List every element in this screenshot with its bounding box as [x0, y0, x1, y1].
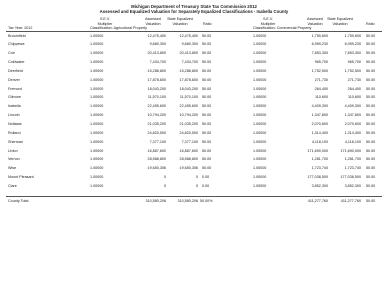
row-c-assessed: 110,600: [314, 95, 328, 100]
row-a-assessed: 24,820,500: [147, 130, 166, 135]
row-c-mult: 1.00000: [253, 95, 267, 100]
total-a-assessed: 310,580,206: [145, 198, 166, 203]
row-c-assessed: 1,314,400: [311, 130, 328, 135]
row-c-mult: 1.00000: [253, 148, 267, 153]
row-township-name: Wise: [8, 166, 17, 171]
row-c-assessed: 4,409,300: [311, 104, 328, 109]
row-a-ratio: 50.00: [202, 68, 212, 73]
row-c-ratio: 50.00: [366, 122, 376, 126]
row-township-name: Denver: [8, 77, 20, 82]
row-township-name: Mount Pleasant: [8, 175, 34, 180]
row-c-se: 1,723,740: [344, 166, 361, 171]
row-c-assessed: 271,730: [314, 77, 328, 82]
row-a-se: 9,680,300: [181, 42, 198, 47]
row-c-ratio: 50.00: [366, 183, 376, 188]
row-a-assessed: 9,680,300: [149, 42, 166, 47]
row-township-name: Coldwater: [8, 60, 25, 65]
row-a-mult: 1.00000: [90, 157, 104, 162]
row-c-se: 6,959,230: [344, 42, 361, 47]
com-ratio-header: Ratio: [366, 21, 375, 26]
total-rule: [6, 196, 382, 197]
com-state-equalized-valuation-header: Valuation: [332, 21, 348, 26]
row-c-se: 4,118,100: [344, 139, 361, 144]
row-a-assessed: 11,570,100: [147, 95, 166, 100]
row-township-name: Sherman: [8, 139, 23, 144]
row-c-mult: 1.00000: [253, 157, 267, 162]
row-a-se: 21,035,200: [179, 122, 198, 126]
row-township-name: Deerfield: [8, 68, 23, 73]
row-c-ratio: 50.00: [366, 42, 376, 47]
row-c-mult: 1.00000: [253, 77, 267, 82]
row-c-se: 1,314,400: [344, 130, 361, 135]
row-c-se: 4,409,300: [344, 104, 361, 109]
row-township-name: Chippewa: [8, 42, 25, 47]
row-a-assessed: 15,288,800: [147, 68, 166, 73]
row-c-mult: 1.00000: [253, 166, 267, 171]
row-township-name: Fremont: [8, 86, 22, 91]
row-a-assessed: 18,043,200: [147, 86, 166, 91]
row-c-mult: 1.00000: [253, 33, 267, 38]
row-c-assessed: 3,852,300: [311, 183, 328, 188]
row-c-ratio: 50.00: [366, 86, 376, 91]
row-c-assessed: 1,347,800: [311, 113, 328, 118]
row-a-ratio: 50.00: [202, 42, 212, 47]
row-a-mult: 1.00000: [90, 130, 104, 135]
row-c-ratio: 50.00: [366, 104, 376, 109]
row-township-name: Vernon: [8, 157, 20, 162]
row-a-assessed: 7,434,700: [149, 60, 166, 65]
row-c-assessed: 4,118,100: [311, 139, 328, 144]
total-a-ratio: 50.00%: [200, 198, 213, 203]
row-a-assessed: 20,413,800: [147, 51, 166, 56]
row-a-assessed: 21,035,200: [147, 122, 166, 126]
row-a-se: 10,794,200: [179, 113, 198, 118]
row-a-mult: 1.00000: [90, 42, 104, 47]
row-c-ratio: 50.00: [366, 77, 376, 82]
row-a-mult: 1.00000: [90, 183, 104, 188]
ag-assessed-valuation-header: Valuation: [145, 21, 161, 26]
row-c-mult: 1.00000: [253, 139, 267, 144]
row-a-ratio: 50.00: [202, 148, 212, 153]
row-a-se: 12,475,400: [179, 33, 198, 38]
row-township-name: Broomfield: [8, 33, 26, 38]
row-a-se: 0: [195, 183, 198, 188]
row-township-name: Lincoln: [8, 113, 20, 118]
row-a-mult: 1.00000: [90, 33, 104, 38]
total-a-se: 310,580,206: [177, 198, 198, 203]
row-a-ratio: 50.00: [202, 95, 212, 100]
row-c-mult: 1.00000: [253, 122, 267, 126]
row-township-name: Clare: [8, 183, 17, 188]
row-a-mult: 1.00000: [90, 166, 104, 171]
row-a-ratio: 0.00: [202, 175, 210, 180]
row-c-assessed: 1,759,600: [311, 33, 328, 38]
row-c-assessed: 1,752,500: [311, 68, 328, 73]
row-a-assessed: 17,878,600: [147, 77, 166, 82]
row-a-mult: 1.00000: [90, 77, 104, 82]
row-a-mult: 1.00000: [90, 122, 104, 126]
row-c-mult: 1.00000: [253, 104, 267, 109]
row-a-ratio: 50.00: [202, 139, 212, 144]
row-a-se: 18,043,200: [179, 86, 198, 91]
com-state-equalized-header: State Equalized: [327, 17, 353, 21]
row-township-name: Coe: [8, 51, 15, 56]
row-a-se: 19,650,306: [179, 166, 198, 171]
row-c-se: 110,600: [347, 95, 361, 100]
header-rule: [6, 31, 382, 32]
row-c-se: 1,347,800: [344, 113, 361, 118]
row-a-assessed: 7,377,100: [149, 139, 166, 144]
row-c-ratio: 50.00: [366, 113, 376, 118]
row-c-mult: 1.00000: [253, 86, 267, 91]
row-c-ratio: 50.00: [366, 130, 376, 135]
row-township-name: Gilmore: [8, 95, 21, 100]
row-c-mult: 1.00000: [253, 68, 267, 73]
row-a-se: 28,588,800: [179, 157, 198, 162]
tax-year: Tax Year: 2012: [8, 26, 33, 30]
report-subtitle: Assessed and Equalized Valuation for Separately Equalized Classifications - Isabella County: [99, 9, 289, 15]
row-c-se: 171,690,000: [340, 148, 361, 153]
row-a-ratio: 50.00: [202, 104, 212, 109]
row-a-mult: 1.00000: [90, 148, 104, 153]
row-a-mult: 1.00000: [90, 95, 104, 100]
ag-sev-header: S.E.V.: [99, 17, 111, 21]
row-c-assessed: 7,853,300: [311, 51, 328, 56]
row-a-ratio: 50.00: [202, 51, 212, 56]
row-c-ratio: 50.00: [366, 68, 376, 73]
row-a-assessed: 10,794,200: [147, 113, 166, 118]
row-a-assessed: 22,455,600: [147, 104, 166, 109]
row-c-se: 3,852,300: [344, 183, 361, 188]
row-c-assessed: 171,690,000: [307, 148, 328, 153]
row-a-se: 20,413,800: [179, 51, 198, 56]
com-assessed-header: Assessed: [307, 17, 323, 21]
row-a-se: 16,867,600: [179, 148, 198, 153]
row-a-se: 0: [195, 175, 198, 180]
row-c-ratio: 50.00: [366, 51, 376, 56]
row-c-ratio: 50.00: [366, 148, 376, 153]
row-a-assessed: 19,650,306: [147, 166, 166, 171]
row-a-se: 24,820,500: [179, 130, 198, 135]
row-a-ratio: 0.00: [202, 183, 210, 188]
ag-ratio-header: Ratio: [203, 21, 212, 26]
row-a-mult: 1.00000: [90, 86, 104, 91]
row-a-se: 22,455,600: [179, 104, 198, 109]
com-multiplier-header: Multiplier: [260, 21, 276, 26]
row-c-assessed: 2,070,600: [311, 122, 328, 126]
row-township-name: Rolland: [8, 130, 21, 135]
row-c-assessed: 1,281,700: [311, 157, 328, 162]
ag-assessed-header: Assessed: [145, 17, 161, 21]
row-a-assessed: 16,867,600: [147, 148, 166, 153]
row-a-ratio: 50.00: [202, 60, 212, 65]
row-c-mult: 1.00000: [253, 60, 267, 65]
row-c-mult: 1.00000: [253, 51, 267, 56]
row-c-mult: 1.00000: [253, 113, 267, 118]
row-a-se: 7,377,100: [181, 139, 198, 144]
row-c-se: 1,752,500: [344, 68, 361, 73]
row-a-assessed: 0: [163, 183, 166, 188]
row-c-mult: 1.00000: [253, 175, 267, 180]
com-assessed-valuation-header: Valuation: [307, 21, 323, 26]
row-a-assessed: 0: [163, 175, 166, 180]
total-c-se: 411,277,760: [340, 198, 361, 203]
com-classification: Classification: Commercial Property: [253, 26, 312, 30]
total-c-ratio: 50.00: [366, 198, 376, 203]
row-a-se: 17,878,600: [179, 77, 198, 82]
row-a-assessed: 12,475,400: [147, 33, 166, 38]
row-a-mult: 1.00000: [90, 113, 104, 118]
row-a-mult: 1.00000: [90, 104, 104, 109]
row-a-ratio: 50.00: [202, 77, 212, 82]
com-sev-header: S.E.V.: [262, 17, 274, 21]
row-c-ratio: 50.00: [366, 95, 376, 100]
row-c-se: 965,700: [347, 60, 361, 65]
row-a-se: 11,570,100: [179, 95, 198, 100]
row-a-mult: 1.00000: [90, 68, 104, 73]
row-c-assessed: 1,723,740: [311, 166, 328, 171]
row-c-se: 7,853,300: [344, 51, 361, 56]
report-title: Michigan Department of Treasury State Tax Commission 2012: [131, 4, 257, 9]
row-a-ratio: 50.00: [202, 130, 212, 135]
row-a-mult: 1.00000: [90, 175, 104, 180]
row-c-assessed: 264,400: [314, 86, 328, 91]
row-c-mult: 1.00000: [253, 183, 267, 188]
row-a-mult: 1.00000: [90, 60, 104, 65]
row-c-se: 1,281,700: [344, 157, 361, 162]
row-a-mult: 1.00000: [90, 139, 104, 144]
county-total-label: County Total: [8, 198, 29, 203]
row-a-mult: 1.00000: [90, 51, 104, 56]
row-c-ratio: 50.00: [366, 33, 376, 38]
row-a-assessed: 28,588,800: [147, 157, 166, 162]
row-c-assessed: 177,038,500: [307, 175, 328, 180]
row-a-se: 15,288,800: [179, 68, 198, 73]
row-c-assessed: 965,700: [314, 60, 328, 65]
row-township-name: Isabella: [8, 104, 21, 109]
row-c-mult: 1.00000: [253, 130, 267, 135]
row-a-ratio: 50.00: [202, 86, 212, 91]
row-c-ratio: 50.00: [366, 157, 376, 162]
total-c-assessed: 411,277,760: [307, 198, 328, 203]
row-c-mult: 1.00000: [253, 42, 267, 47]
row-a-ratio: 50.00: [202, 33, 212, 38]
row-a-ratio: 50.00: [202, 113, 212, 118]
row-c-se: 2,070,600: [344, 122, 361, 126]
row-c-se: 177,038,500: [340, 175, 361, 180]
row-c-se: 271,730: [347, 77, 361, 82]
row-c-ratio: 50.00: [366, 175, 376, 180]
row-a-ratio: 50.00: [202, 157, 212, 162]
ag-multiplier-header: Multiplier: [97, 21, 113, 26]
ag-state-equalized-header: State Equalized: [167, 17, 193, 21]
row-c-se: 264,400: [347, 86, 361, 91]
ag-state-equalized-valuation-header: Valuation: [172, 21, 188, 26]
row-c-se: 1,759,600: [344, 33, 361, 38]
row-c-assessed: 6,959,230: [311, 42, 328, 47]
row-c-ratio: 50.00: [366, 139, 376, 144]
row-a-ratio: 50.00: [202, 122, 212, 126]
row-a-ratio: 50.00: [202, 166, 212, 171]
row-c-ratio: 50.00: [366, 166, 376, 171]
row-township-name: Nottawa: [8, 122, 22, 126]
row-c-ratio: 50.00: [366, 60, 376, 65]
row-a-se: 7,434,700: [181, 60, 198, 65]
ag-classification: Classification: Agricultural Property: [90, 26, 147, 30]
row-township-name: Union: [8, 148, 18, 153]
